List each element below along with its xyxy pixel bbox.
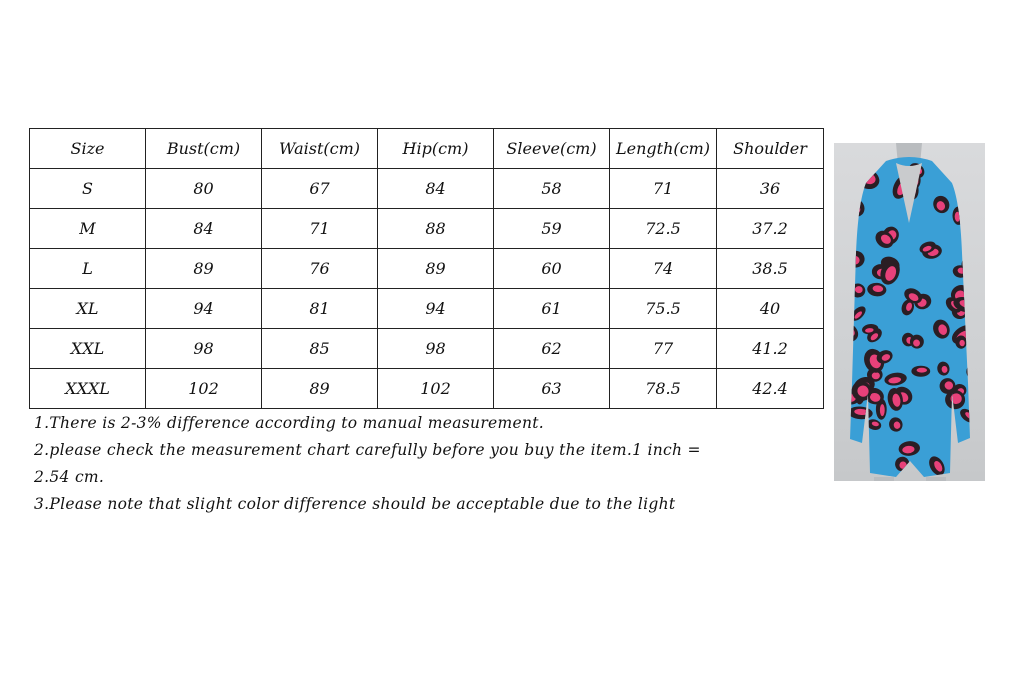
cell-waist: 89	[262, 369, 378, 409]
header-sleeve: Sleeve(cm)	[494, 129, 610, 169]
cell-shoulder: 36	[717, 169, 824, 209]
cell-waist: 71	[262, 209, 378, 249]
spot-outline	[857, 152, 873, 175]
spot-fill	[863, 158, 871, 171]
table-header-row	[30, 129, 824, 169]
cell-hip: 98	[378, 329, 494, 369]
cell-bust: 84	[146, 209, 262, 249]
cell-sleeve: 61	[494, 289, 610, 329]
table-row	[30, 369, 824, 409]
table-row	[30, 169, 824, 209]
note-line-2: 2.please check the measurement chart carefully before you buy the item.1 inch = 2.54 cm.	[34, 441, 701, 486]
cell-size: XXXL	[30, 369, 146, 409]
cell-size: XXL	[30, 329, 146, 369]
spot-fill	[970, 300, 980, 315]
spot-fill	[850, 173, 862, 186]
header-waist: Waist(cm)	[262, 129, 378, 169]
table-row	[30, 249, 824, 289]
spot-outline	[844, 166, 867, 189]
cell-sleeve: 59	[494, 209, 610, 249]
cell-hip: 94	[378, 289, 494, 329]
leopard-romper-illustration	[834, 143, 985, 481]
cell-length: 75.5	[610, 289, 717, 329]
cell-size: L	[30, 249, 146, 289]
cell-hip: 89	[378, 249, 494, 289]
cell-length: 72.5	[610, 209, 717, 249]
header-bust: Bust(cm)	[146, 129, 262, 169]
cell-bust: 102	[146, 369, 262, 409]
cell-length: 71	[610, 169, 717, 209]
spot-outline	[834, 267, 857, 286]
spot-outline	[958, 440, 984, 469]
cell-waist: 67	[262, 169, 378, 209]
spot-fill	[840, 271, 853, 281]
cell-waist: 85	[262, 329, 378, 369]
mannequin-leg-right	[926, 477, 946, 481]
cell-waist: 76	[262, 249, 378, 289]
spot-outline	[847, 177, 863, 191]
spot-fill	[880, 404, 885, 416]
header-length: Length(cm)	[610, 129, 717, 169]
cell-size: XL	[30, 289, 146, 329]
cell-shoulder: 41.2	[717, 329, 824, 369]
mannequin-leg-left	[874, 477, 894, 481]
cell-length: 74	[610, 249, 717, 289]
spot-fill	[964, 448, 978, 465]
cell-hip: 88	[378, 209, 494, 249]
cell-hip: 102	[378, 369, 494, 409]
spot-outline	[965, 294, 983, 320]
cell-sleeve: 63	[494, 369, 610, 409]
cell-shoulder: 42.4	[717, 369, 824, 409]
cell-length: 77	[610, 329, 717, 369]
cell-size: M	[30, 209, 146, 249]
spot-fill	[917, 368, 927, 373]
spot-fill	[966, 261, 975, 272]
size-notes	[34, 410, 734, 518]
header-shoulder: Shoulder	[717, 129, 824, 169]
cell-shoulder: 38.5	[717, 249, 824, 289]
product-photo	[834, 143, 985, 481]
cell-waist: 81	[262, 289, 378, 329]
table-row	[30, 289, 824, 329]
cell-sleeve: 58	[494, 169, 610, 209]
cell-hip: 84	[378, 169, 494, 209]
table-row	[30, 329, 824, 369]
cell-sleeve: 60	[494, 249, 610, 289]
cell-bust: 94	[146, 289, 262, 329]
cell-bust: 98	[146, 329, 262, 369]
cell-bust: 80	[146, 169, 262, 209]
cell-length: 78.5	[610, 369, 717, 409]
cell-bust: 89	[146, 249, 262, 289]
cell-shoulder: 37.2	[717, 209, 824, 249]
cell-sleeve: 62	[494, 329, 610, 369]
header-size: Size	[30, 129, 146, 169]
cell-shoulder: 40	[717, 289, 824, 329]
header-hip: Hip(cm)	[378, 129, 494, 169]
spot-fill	[970, 364, 981, 375]
size-chart-table	[29, 128, 824, 409]
table-row	[30, 209, 824, 249]
cell-size: S	[30, 169, 146, 209]
spot-fill	[852, 180, 860, 187]
note-line-3: 3.Please note that slight color difference should be acceptable due to the light	[34, 495, 676, 513]
note-line-1: 1.There is 2-3% difference according to manual measurement.	[34, 414, 545, 432]
